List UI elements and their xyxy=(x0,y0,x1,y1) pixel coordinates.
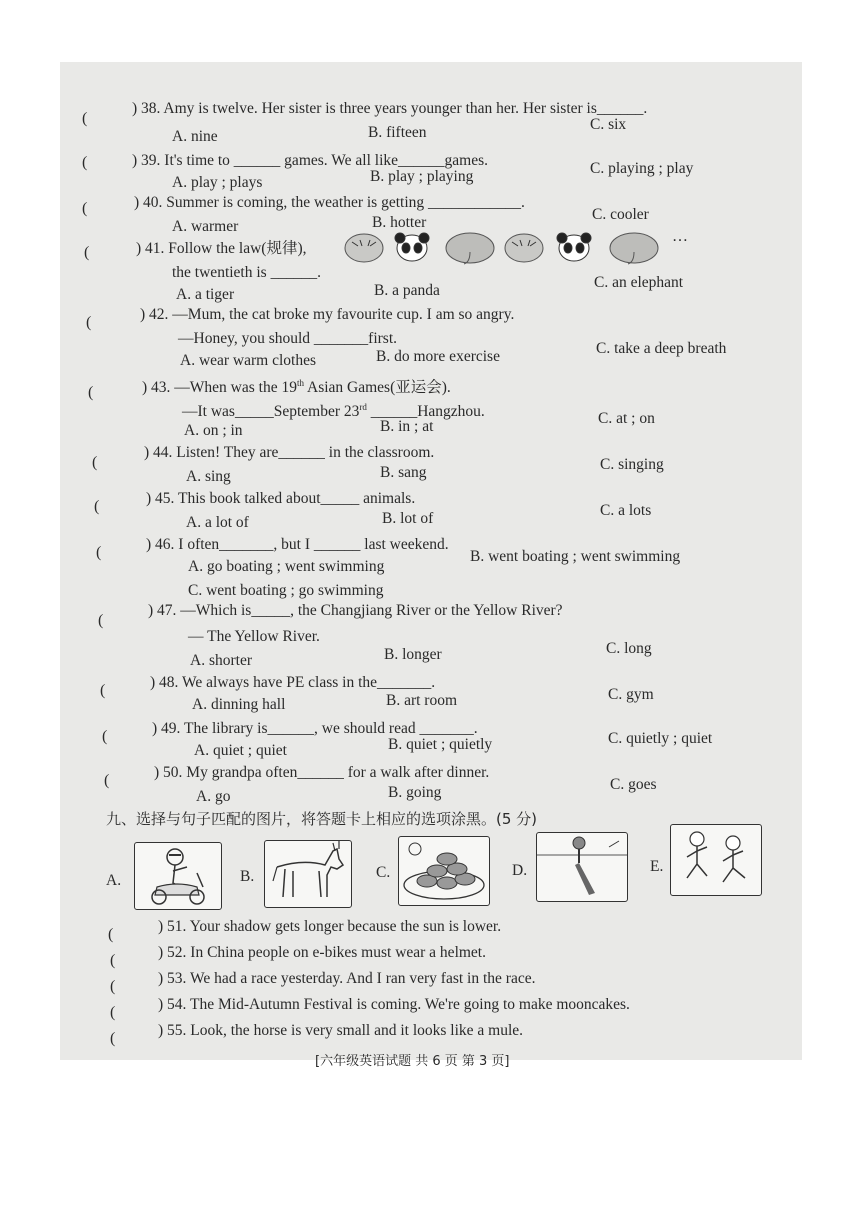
section-9-title: 九、选择与句子匹配的图片，将答题卡上相应的选项涂黑。(5 分) xyxy=(106,810,538,828)
answer-paren[interactable]: ( xyxy=(110,1030,116,1047)
question-43-option-b: B. in ; at xyxy=(380,418,434,435)
question-50-option-b: B. going xyxy=(388,784,442,801)
picture-label-d: D. xyxy=(512,862,528,879)
question-47-option-c: C. long xyxy=(606,640,652,657)
question-42-stem: ) 42. —Mum, the cat broke my favourite cup. I am so angry. xyxy=(140,306,515,323)
answer-paren[interactable]: ( xyxy=(110,1004,116,1021)
question-43-option-c: C. at ; on xyxy=(598,410,655,427)
question-45-option-b: B. lot of xyxy=(382,510,434,527)
question-48-option-a: A. dinning hall xyxy=(192,696,286,713)
picture-e-boys-racing[interactable] xyxy=(670,824,762,896)
question-44-stem: ) 44. Listen! They are______ in the classroom. xyxy=(144,444,435,461)
question-38-option-a: A. nine xyxy=(172,128,218,145)
question-41-option-a: A. a tiger xyxy=(176,286,235,303)
question-41-option-b: B. a panda xyxy=(374,282,440,299)
question-48-option-b: B. art room xyxy=(386,692,458,709)
question-38-stem: ) 38. Amy is twelve. Her sister is three years younger than her. Her sister is______. xyxy=(132,100,648,117)
question-46-option-c: C. went boating ; go swimming xyxy=(188,582,384,599)
question-39-option-a: A. play ; plays xyxy=(172,174,263,191)
question-38-option-c: C. six xyxy=(590,116,627,133)
question-42-option-c: C. take a deep breath xyxy=(596,340,727,357)
picture-label-e: E. xyxy=(650,858,664,875)
question-45-option-a: A. a lot of xyxy=(186,514,249,531)
question-49-option-b: B. quiet ; quietly xyxy=(388,736,493,753)
question-48-option-c: C. gym xyxy=(608,686,654,703)
question-41-stem-line2: the twentieth is ______. xyxy=(172,264,321,281)
picture-c-mooncakes[interactable] xyxy=(398,836,490,906)
question-43-option-a: A. on ; in xyxy=(184,422,243,439)
page-footer: [六年级英语试题 共 6 页 第 3 页] xyxy=(315,1054,510,1069)
question-46-stem: ) 46. I often_______, but I ______ last weekend. xyxy=(146,536,449,553)
answer-paren[interactable]: ( xyxy=(86,314,92,331)
question-40-option-c: C. cooler xyxy=(592,206,649,223)
question-41-stem: ) 41. Follow the law(规律), xyxy=(136,240,307,257)
exam-page xyxy=(60,62,802,1069)
question-46-option-b: B. went boating ; went swimming xyxy=(470,548,681,565)
answer-paren[interactable]: ( xyxy=(110,952,116,969)
question-44-option-a: A. sing xyxy=(186,468,231,485)
picture-a-scooter-rider[interactable] xyxy=(134,842,222,910)
picture-b-donkey[interactable] xyxy=(264,840,352,908)
question-48-stem: ) 48. We always have PE class in the_______. xyxy=(150,674,436,691)
match-item-53: ) 53. We had a race yesterday. And I ran very fast in the race. xyxy=(158,970,536,987)
question-41-option-c: C. an elephant xyxy=(594,274,684,291)
question-44-option-b: B. sang xyxy=(380,464,427,481)
animal-sequence-image xyxy=(342,230,662,264)
picture-label-b: B. xyxy=(240,868,255,885)
question-42-option-a: A. wear warm clothes xyxy=(180,352,317,369)
question-44-option-c: C. singing xyxy=(600,456,664,473)
answer-paren[interactable]: ( xyxy=(94,498,100,515)
question-40-option-a: A. warmer xyxy=(172,218,239,235)
question-47-stem: ) 47. —Which is_____, the Changjiang River or the Yellow River? xyxy=(148,602,563,619)
question-45-option-c: C. a lots xyxy=(600,502,652,519)
question-39-option-b: B. play ; playing xyxy=(370,168,474,185)
match-item-55: ) 55. Look, the horse is very small and it looks like a mule. xyxy=(158,1022,524,1039)
answer-paren[interactable]: ( xyxy=(104,772,110,789)
question-47-option-b: B. longer xyxy=(384,646,442,663)
answer-paren[interactable]: ( xyxy=(88,384,94,401)
answer-paren[interactable]: ( xyxy=(82,154,88,171)
question-40-option-b: B. hotter xyxy=(372,214,427,231)
question-43-stem-line2: —It was_____September 23rd ______Hangzhou. xyxy=(182,402,485,421)
match-item-54: ) 54. The Mid-Autumn Festival is coming. We're going to make mooncakes. xyxy=(158,996,630,1013)
question-45-stem: ) 45. This book talked about_____ animals. xyxy=(146,490,416,507)
answer-paren[interactable]: ( xyxy=(102,728,108,745)
question-47-option-a: A. shorter xyxy=(190,652,252,669)
answer-paren[interactable]: ( xyxy=(110,978,116,995)
question-49-option-c: C. quietly ; quiet xyxy=(608,730,713,747)
picture-d-tree-shadow[interactable] xyxy=(536,832,628,902)
question-38-option-b: B. fifteen xyxy=(368,124,427,141)
question-50-stem: ) 50. My grandpa often______ for a walk after dinner. xyxy=(154,764,490,781)
answer-paren[interactable]: ( xyxy=(108,926,114,943)
answer-paren[interactable]: ( xyxy=(82,110,88,127)
question-39-option-c: C. playing ; play xyxy=(590,160,694,177)
question-49-stem: ) 49. The library is______, we should read _______. xyxy=(152,720,478,737)
question-50-option-a: A. go xyxy=(196,788,231,805)
question-43-stem: ) 43. —When was the 19th Asian Games(亚运会). xyxy=(142,378,451,397)
question-46-option-a: A. go boating ; went swimming xyxy=(188,558,385,575)
question-42-stem-line2: —Honey, you should _______first. xyxy=(178,330,397,347)
answer-paren[interactable]: ( xyxy=(82,200,88,217)
question-47-stem-line2: — The Yellow River. xyxy=(188,628,320,645)
question-40-stem: ) 40. Summer is coming, the weather is getting ____________. xyxy=(134,194,525,211)
answer-paren[interactable]: ( xyxy=(92,454,98,471)
question-39-stem: ) 39. It's time to ______ games. We all like______games. xyxy=(132,152,488,169)
match-item-51: ) 51. Your shadow gets longer because the sun is lower. xyxy=(158,918,502,935)
picture-label-c: C. xyxy=(376,864,391,881)
question-42-option-b: B. do more exercise xyxy=(376,348,500,365)
question-50-option-c: C. goes xyxy=(610,776,657,793)
answer-paren[interactable]: ( xyxy=(84,244,90,261)
question-49-option-a: A. quiet ; quiet xyxy=(194,742,287,759)
answer-paren[interactable]: ( xyxy=(98,612,104,629)
picture-label-a: A. xyxy=(106,872,122,889)
answer-paren[interactable]: ( xyxy=(100,682,106,699)
sequence-ellipsis: … xyxy=(672,228,688,245)
answer-paren[interactable]: ( xyxy=(96,544,102,561)
match-item-52: ) 52. In China people on e-bikes must wear a helmet. xyxy=(158,944,486,961)
